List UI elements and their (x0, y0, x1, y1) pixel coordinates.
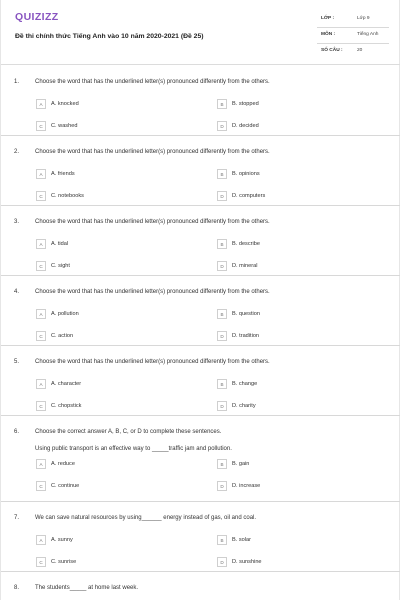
option-text: D. computers (232, 193, 266, 199)
option-text: C. action (51, 333, 74, 339)
option-letter-box: A (36, 459, 46, 469)
question-item (1, 572, 400, 600)
option-letter-box: B (217, 169, 227, 179)
question-item (1, 136, 400, 206)
question-sentence: Using public transport is an effective way to _____traffic jam and pollution. (35, 446, 232, 452)
option-letter-box: D (217, 191, 227, 201)
option-a[interactable] (36, 458, 75, 470)
question-number: 3. (14, 219, 20, 225)
question-item (1, 206, 400, 276)
worksheet-title: Đề thi chính thức Tiếng Anh vào 10 năm 2020-2021 (Đề 25) (15, 33, 204, 40)
option-text: A. character (51, 381, 82, 387)
question-number: 4. (14, 289, 20, 295)
option-text: D. decided (232, 123, 259, 129)
question-item (1, 66, 400, 136)
question-text: Choose the word that has the underlined letter(s) pronounced differently from the others. (35, 289, 270, 295)
option-text: D. mineral (232, 263, 258, 269)
option-letter-box: A (36, 169, 46, 179)
option-letter-box: D (217, 481, 227, 491)
option-b[interactable] (217, 308, 260, 320)
option-letter-box: D (217, 401, 227, 411)
question-number: 2. (14, 149, 20, 155)
option-d[interactable] (217, 400, 256, 412)
option-b[interactable] (217, 534, 251, 546)
option-letter-box: D (217, 331, 227, 341)
option-b[interactable] (217, 98, 259, 110)
option-text: A. tidal (51, 241, 69, 247)
option-d[interactable] (217, 556, 262, 568)
option-text: B. gain (232, 461, 250, 467)
meta-key: LỚP : (321, 16, 335, 21)
option-text: B. describe (232, 241, 260, 247)
worksheet-header (1, 0, 400, 62)
option-letter-box: C (36, 331, 46, 341)
question-number: 5. (14, 359, 20, 365)
meta-row-subject (317, 28, 389, 44)
meta-value: 20 (357, 48, 363, 53)
option-letter-box: D (217, 261, 227, 271)
option-text: A. reduce (51, 461, 75, 467)
option-d[interactable] (217, 480, 260, 492)
option-c[interactable] (36, 260, 70, 272)
option-letter-box: C (36, 121, 46, 131)
option-letter-box: B (217, 239, 227, 249)
option-b[interactable] (217, 238, 260, 250)
meta-value: Tiếng Anh (357, 32, 379, 37)
option-a[interactable] (36, 378, 81, 390)
question-number: 7. (14, 515, 20, 521)
option-c[interactable] (36, 480, 79, 492)
option-a[interactable] (36, 168, 75, 180)
option-a[interactable] (36, 308, 79, 320)
option-c[interactable] (36, 120, 77, 132)
question-text: The students_____ at home last week. (35, 585, 139, 591)
option-letter-box: A (36, 309, 46, 319)
option-text: A. pollution (51, 311, 79, 317)
option-text: D. charity (232, 403, 256, 409)
option-letter-box: C (36, 261, 46, 271)
option-letter-box: C (36, 481, 46, 491)
option-c[interactable] (36, 400, 81, 412)
option-text: B. stopped (232, 101, 259, 107)
question-text: Choose the word that has the underlined letter(s) pronounced differently from the others. (35, 149, 270, 155)
option-letter-box: D (217, 557, 227, 567)
meta-key: MÔN : (321, 32, 336, 37)
option-text: A. knocked (51, 101, 79, 107)
question-text: Choose the word that has the underlined letter(s) pronounced differently from the others. (35, 219, 270, 225)
option-c[interactable] (36, 190, 84, 202)
option-letter-box: A (36, 239, 46, 249)
option-letter-box: D (217, 121, 227, 131)
option-letter-box: B (217, 309, 227, 319)
option-d[interactable] (217, 260, 258, 272)
option-text: B. question (232, 311, 260, 317)
question-text: Choose the correct answer A, B, C, or D to complete these sentences. (35, 429, 222, 435)
question-number: 1. (14, 79, 20, 85)
option-d[interactable] (217, 330, 259, 342)
option-c[interactable] (36, 556, 76, 568)
option-letter-box: A (36, 99, 46, 109)
question-text: Choose the word that has the underlined letter(s) pronounced differently from the others. (35, 359, 270, 365)
quizizz-logo: QUIZIZZ (15, 11, 59, 23)
option-letter-box: A (36, 535, 46, 545)
option-letter-box: B (217, 379, 227, 389)
option-text: B. solar (232, 537, 251, 543)
option-text: B. change (232, 381, 258, 387)
meta-key: SỐ CÂU : (321, 48, 343, 53)
question-item (1, 346, 400, 416)
question-number: 6. (14, 429, 20, 435)
question-item (1, 276, 400, 346)
option-letter-box: A (36, 379, 46, 389)
option-a[interactable] (36, 98, 79, 110)
option-text: B. opinions (232, 171, 260, 177)
option-b[interactable] (217, 168, 260, 180)
option-text: A. friends (51, 171, 75, 177)
header-divider (1, 64, 400, 65)
option-text: A. sunny (51, 537, 73, 543)
question-number: 8. (14, 585, 20, 591)
option-d[interactable] (217, 120, 259, 132)
question-text: We can save natural resources by using______ energy instead of gas, oil and coal. (35, 515, 257, 521)
option-text: C. continue (51, 483, 80, 489)
option-text: D. sunshine (232, 559, 262, 565)
meta-row-count (317, 44, 389, 60)
option-b[interactable] (217, 378, 257, 390)
option-text: C. washed (51, 123, 78, 129)
option-text: C. sight (51, 263, 70, 269)
option-letter-box: C (36, 401, 46, 411)
option-text: C. sunrise (51, 559, 77, 565)
option-a[interactable] (36, 238, 68, 250)
meta-row-class (317, 12, 389, 28)
option-b[interactable] (217, 458, 249, 470)
meta-table (317, 12, 389, 60)
option-letter-box: B (217, 459, 227, 469)
meta-value: Lớp 9 (357, 16, 370, 21)
question-item (1, 416, 400, 502)
option-letter-box: C (36, 557, 46, 567)
option-text: D. tradition (232, 333, 260, 339)
option-c[interactable] (36, 330, 73, 342)
option-letter-box: C (36, 191, 46, 201)
option-letter-box: B (217, 535, 227, 545)
option-letter-box: B (217, 99, 227, 109)
option-d[interactable] (217, 190, 265, 202)
option-text: D. increase (232, 483, 261, 489)
option-text: C. chopstick (51, 403, 82, 409)
option-text: C. notebooks (51, 193, 84, 199)
question-item (1, 502, 400, 572)
question-text: Choose the word that has the underlined letter(s) pronounced differently from the others. (35, 79, 270, 85)
option-a[interactable] (36, 534, 73, 546)
